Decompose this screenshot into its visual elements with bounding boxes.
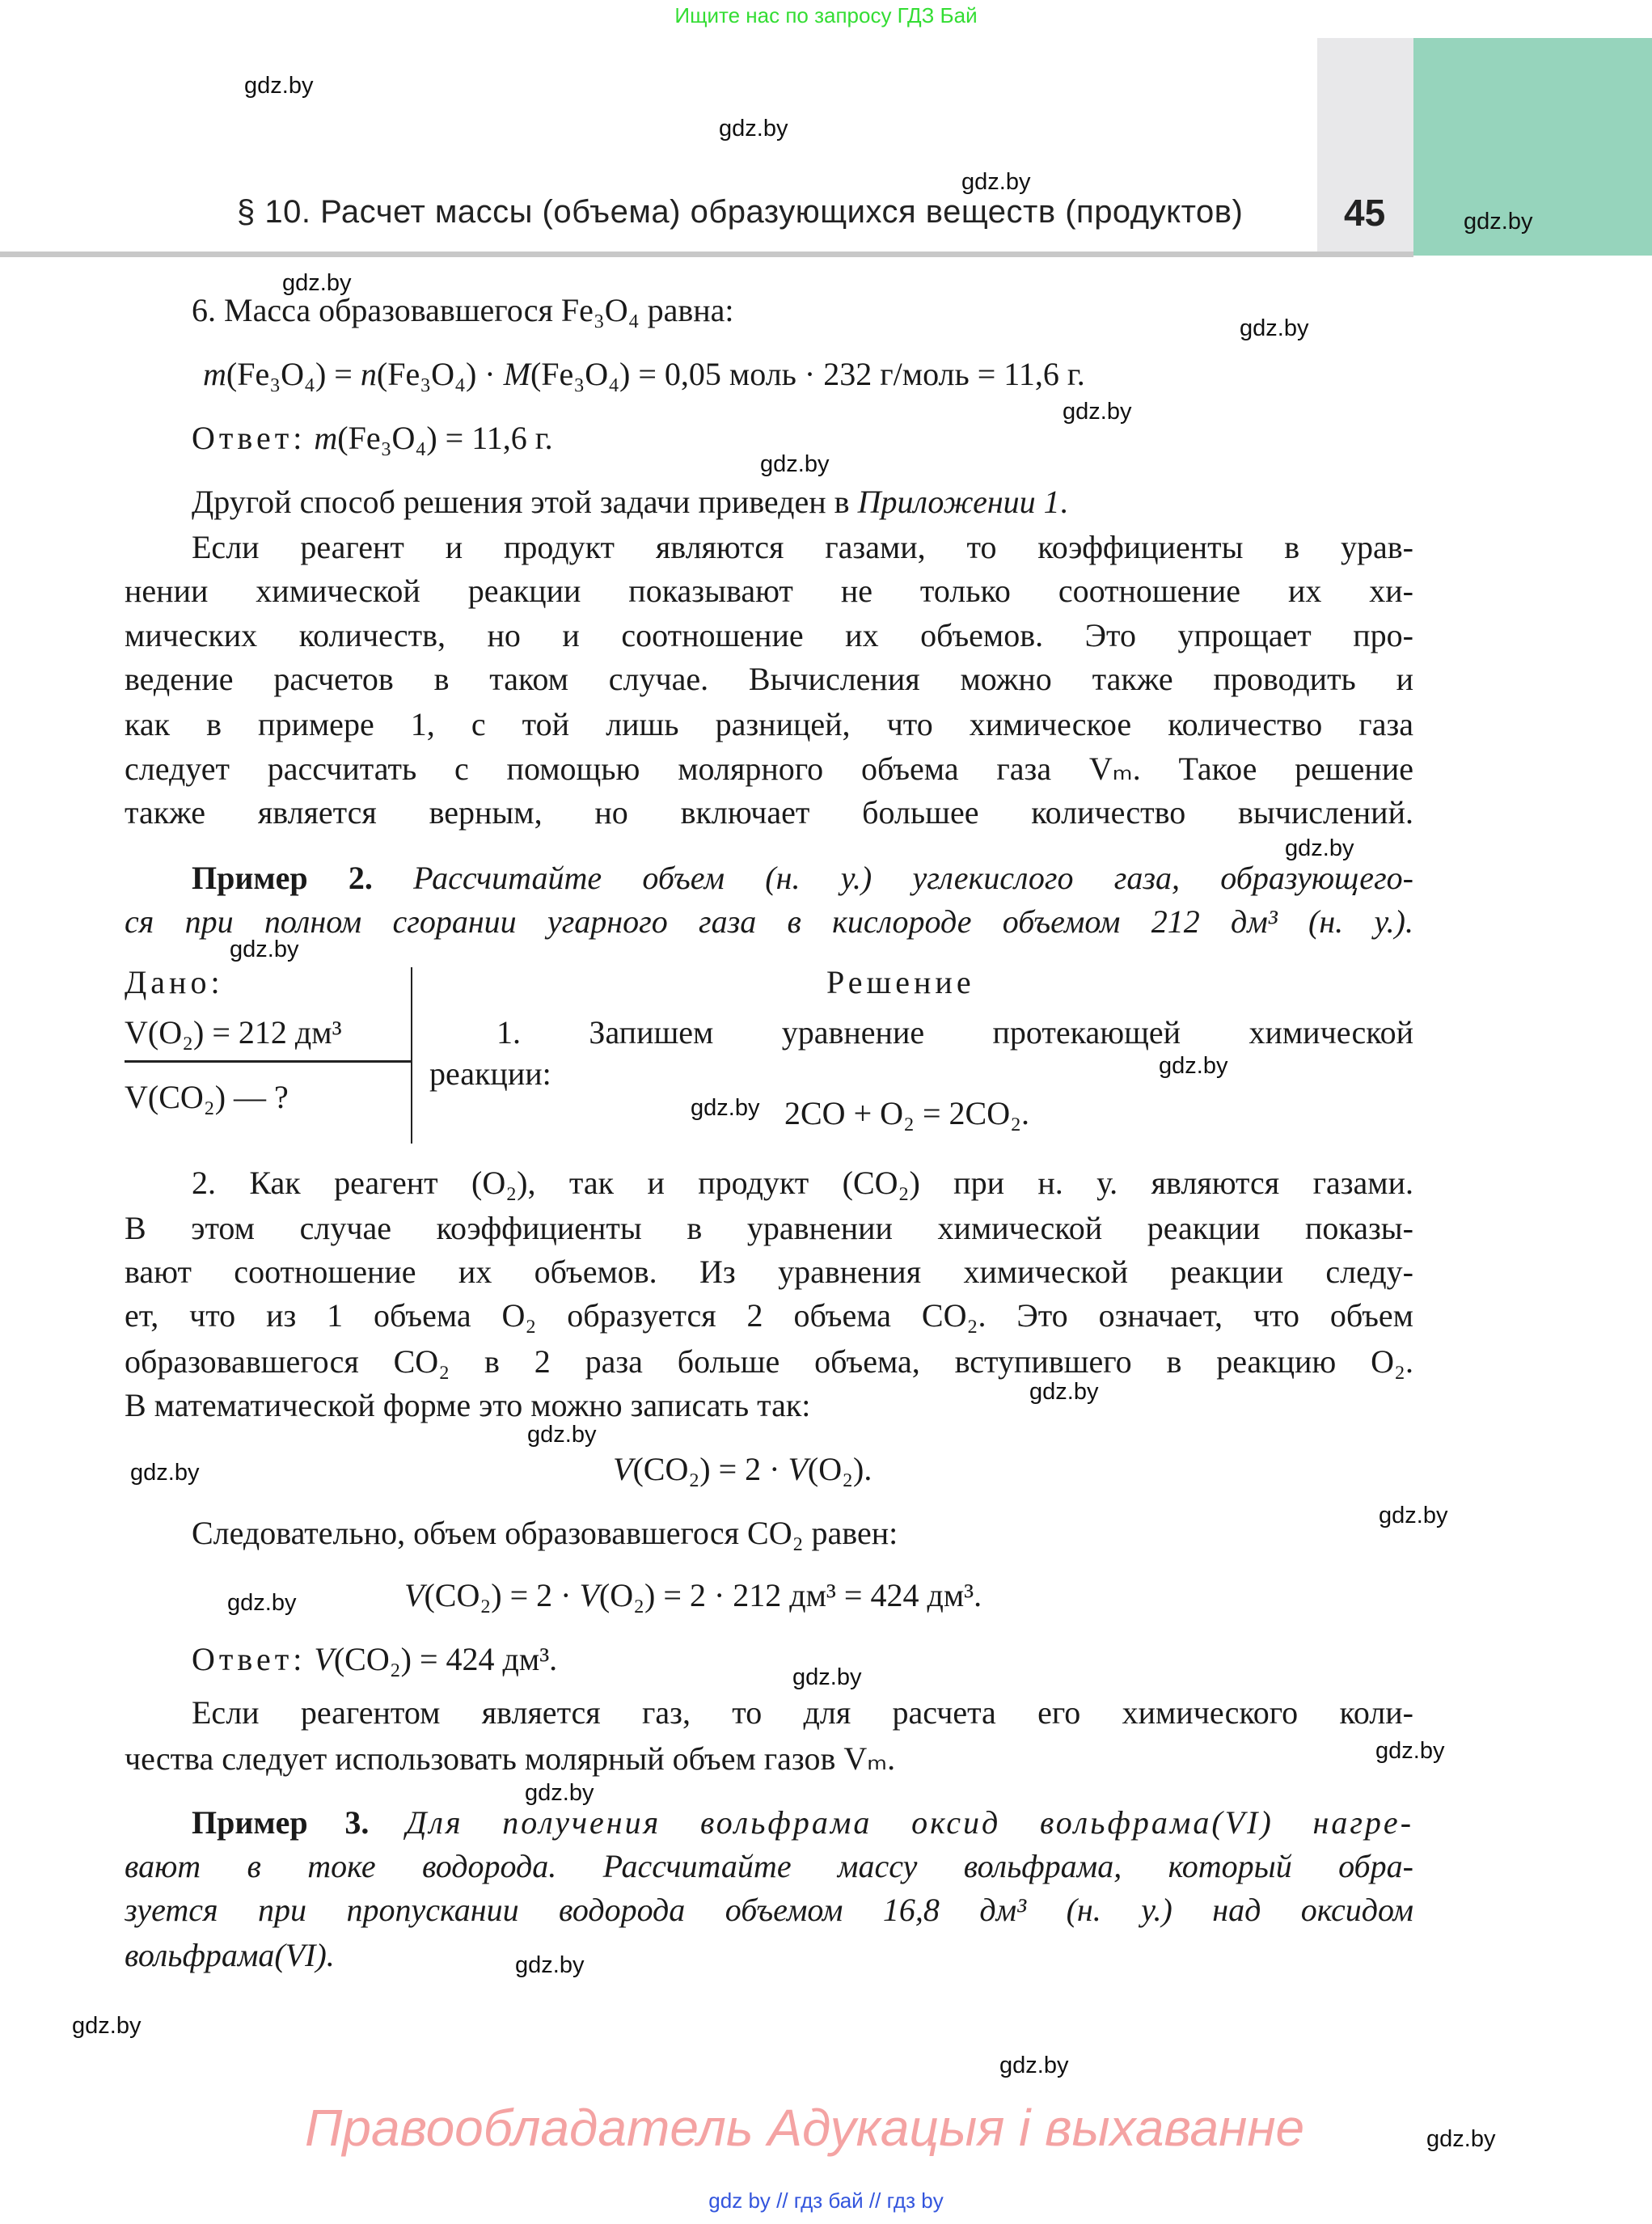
watermark: gdz.by [1464, 209, 1533, 235]
reaction-equation: 2CO + O₂ = 2CO₂. [784, 1095, 1030, 1131]
watermark: gdz.by [792, 1664, 862, 1690]
watermark: gdz.by [244, 73, 314, 99]
watermark: gdz.by [72, 2013, 142, 2039]
given-value: V(O₂) = 212 дм³ [125, 1014, 342, 1051]
formula-part: (O₂) = 2 · 212 дм³ = 424 дм³. [598, 1577, 982, 1613]
paragraph-line: как в примере 1, с той лишь разницей, что химическое количество газа [125, 706, 1413, 742]
watermark: gdz.by [1375, 1738, 1445, 1764]
formula-part: (Fe₃O₄) = [226, 356, 361, 392]
formula-part: (O₂). [807, 1451, 872, 1487]
appendix-reference: Приложении 1 [857, 484, 1060, 520]
formula-part: (Fe₃O₄) · [376, 356, 504, 392]
example3-label: Пример 3. [192, 1804, 370, 1841]
example2-answer [192, 1638, 557, 1681]
formula-part: V [613, 1451, 633, 1487]
watermark: gdz.by [691, 1095, 760, 1121]
answer-part: m [314, 420, 338, 456]
section-title: § 10. Расчет массы (объема) образующихся веществ (продуктов) [237, 194, 1244, 230]
watermark: gdz.by [1063, 399, 1132, 425]
watermark: gdz.by [1240, 315, 1309, 341]
search-banner[interactable]: Ищите нас по запросу ГДЗ Бай [674, 3, 978, 27]
step1-line: реакции: [429, 1055, 551, 1092]
formula-part: (CO₂) = 2 · [632, 1451, 788, 1487]
example2-line: ся при полном сгорании угарного газа в кислороде объемом 212 дм³ (н. у.). [125, 903, 1413, 940]
paragraph-line: образовавшегося CO₂ в 2 раза больше объема, вступившего в реакцию O₂. [125, 1343, 1413, 1380]
watermark: gdz.by [760, 451, 830, 477]
paragraph-line: следует рассчитать с помощью молярного объема газа Vₘ. Такое решение [125, 750, 1413, 787]
example3-line: зуется при пропускании водорода объемом 16,8 дм³ (н. у.) над оксидом [125, 1892, 1413, 1928]
example2-text: Рассчитайте объем (н. у.) углекислого газа, образующего- [413, 860, 1413, 896]
answer-label: Ответ: [192, 1641, 306, 1677]
formula-part: V [579, 1577, 599, 1613]
formula-part: n [360, 356, 377, 392]
formula-part: V [404, 1577, 425, 1613]
paragraph-line: также является верным, но включает большее количество вычислений. [125, 794, 1413, 831]
watermark: gdz.by [961, 169, 1031, 195]
watermark: gdz.by [719, 116, 788, 142]
formula-part: m [203, 356, 226, 392]
watermark: gdz.by [1426, 2126, 1496, 2152]
example3-line [192, 1801, 1413, 1845]
watermark: gdz.by [227, 1590, 297, 1616]
watermark: gdz.by [1285, 835, 1354, 861]
given-divider-horizontal [125, 1060, 412, 1063]
page-number: 45 [1344, 192, 1386, 234]
answer-part: (Fe₃O₄) = 11,6 г. [337, 420, 553, 456]
step1-line: 1. Запишем уравнение протекающей химической [496, 1014, 1413, 1051]
paragraph-line: нении химической реакции показывают не только соотношение их хи- [125, 573, 1413, 609]
example2-label: Пример 2. [192, 860, 373, 896]
text-part: Другой способ решения этой задачи приведен в [192, 484, 858, 520]
formula-part: M [503, 356, 530, 392]
solution-label: Решение [826, 964, 975, 1000]
example3-line: вольфрама(VI). [125, 1937, 335, 1973]
formula-part: (Fe₃O₄) = 0,05 моль · 232 г/моль = 11,6 г. [530, 356, 1085, 392]
watermark: gdz.by [1159, 1053, 1228, 1079]
header-divider [0, 252, 1413, 257]
watermark: gdz.by [130, 1460, 200, 1486]
watermark: gdz.by [527, 1422, 597, 1448]
watermark: gdz.by [1379, 1503, 1448, 1528]
formula-part: V [788, 1451, 808, 1487]
watermark: gdz.by [525, 1780, 594, 1806]
paragraph-line: чества следует использовать молярный объем газов Vₘ. [125, 1740, 896, 1777]
answer-part: V [314, 1641, 334, 1677]
watermark: gdz.by [282, 270, 352, 296]
paragraph-line: мических количеств, но и соотношение их объемов. Это упрощает про- [125, 617, 1413, 653]
formula-part: (CO₂) = 2 · [424, 1577, 580, 1613]
paragraph-line: В математической форме это можно записать так: [125, 1387, 811, 1423]
step6-line: 6. Масса образовавшегося Fe₃O₄ равна: [192, 292, 734, 328]
given-label: Дано: [125, 964, 224, 1000]
answer-label: Ответ: [192, 420, 306, 456]
copyright-notice: Правообладатель Адукацыя і выхаванне [305, 2099, 1305, 2157]
watermark: gdz.by [230, 937, 299, 962]
watermark: gdz.by [999, 2053, 1069, 2078]
answer-part: (CO₂) = 424 дм³. [333, 1641, 558, 1677]
text-part: . [1059, 484, 1068, 520]
paragraph-line: 2. Как реагент (O₂), так и продукт (CO₂) при н. у. являются газами. [192, 1165, 1413, 1201]
paragraph-line: Если реагентом является газ, то для расчета его химического коли- [192, 1694, 1413, 1731]
footer-links[interactable]: gdz by // гдз бай // гдз by [708, 2188, 944, 2213]
find-value: V(CO₂) — ? [125, 1079, 289, 1115]
other-way-line [192, 480, 1068, 524]
given-divider-vertical [411, 967, 412, 1144]
paragraph-line: В этом случае коэффициенты в уравнении химической реакции показы- [125, 1210, 1413, 1246]
example3-text: Для получения вольфрама оксид вольфрама(VI) нагре- [406, 1804, 1413, 1841]
volume-calculation [404, 1574, 982, 1617]
volume-relation [613, 1448, 872, 1491]
paragraph-line: ведение расчетов в таком случае. Вычисления можно также проводить и [125, 661, 1413, 697]
watermark: gdz.by [515, 1952, 585, 1978]
paragraph-line: Если реагент и продукт являются газами, то коэффициенты в урав- [192, 529, 1413, 565]
watermark: gdz.by [1029, 1379, 1099, 1405]
header-color-tab [1413, 38, 1652, 256]
paragraph-line: ет, что из 1 объема O₂ образуется 2 объема CO₂. Это означает, что объем [125, 1297, 1413, 1334]
example2-line [192, 856, 1413, 900]
step6-formula [203, 353, 1085, 396]
paragraph-line: вают соотношение их объемов. Из уравнения химической реакции следу- [125, 1254, 1413, 1290]
step6-answer [192, 416, 553, 460]
example3-line: вают в токе водорода. Рассчитайте массу вольфрама, который обра- [125, 1848, 1413, 1884]
therefore-line: Следовательно, объем образовавшегося CO₂ равен: [192, 1515, 898, 1551]
